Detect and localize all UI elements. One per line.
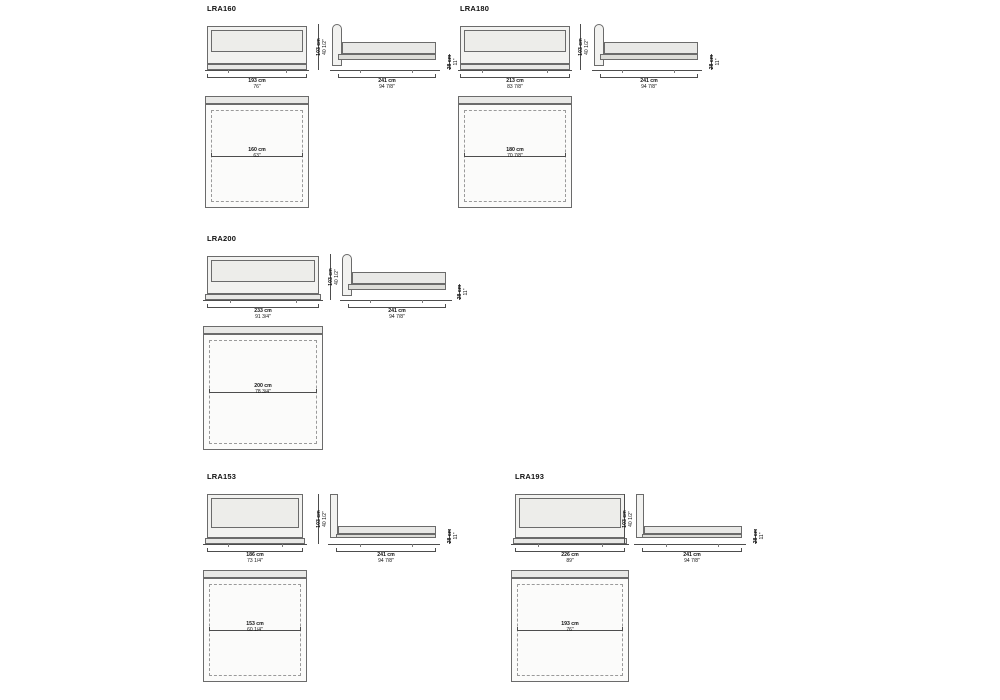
minor-tick	[360, 544, 361, 547]
side-length-dim: 241 cm 94 7/8"	[378, 78, 396, 90]
headboard-panel	[211, 260, 315, 282]
plan-edge	[205, 96, 309, 97]
ground-line	[340, 300, 452, 301]
mattress-side	[338, 526, 436, 534]
ground-line	[203, 544, 307, 545]
headboard-side	[330, 494, 338, 538]
front-width-dim: 193 cm 76"	[248, 78, 266, 90]
model-label-lra193: LRA193	[515, 472, 545, 481]
ground-line	[328, 544, 440, 545]
side-height-dim: 28 cm 11"	[447, 528, 459, 544]
mattress-side	[342, 42, 436, 54]
minor-tick	[412, 70, 413, 73]
side-height-dim: 28 cm 11"	[709, 54, 721, 70]
model-label-lra160: LRA160	[207, 4, 237, 13]
minor-tick	[296, 300, 297, 303]
minor-tick	[412, 544, 413, 547]
front-height-dim: 103 cm 40 1/2"	[316, 38, 328, 56]
mattress-side	[604, 42, 698, 54]
side-height-dim: 28 cm 11"	[447, 54, 459, 70]
ground-line	[634, 544, 746, 545]
headboard-plan	[203, 570, 307, 578]
minor-tick	[228, 70, 229, 73]
front-width-dim: 186 cm 73 1/4"	[246, 552, 264, 564]
side-height-dim: 28 cm 11"	[753, 528, 765, 544]
headboard-plan	[205, 96, 309, 104]
minor-tick	[360, 70, 361, 73]
minor-tick	[286, 70, 287, 73]
model-label-lra180: LRA180	[460, 4, 490, 13]
ground-line	[330, 70, 440, 71]
front-width-dim: 226 cm 89"	[561, 552, 579, 564]
plan-mattress-dim: 200 cm 78 3/4"	[254, 383, 272, 395]
base-side	[338, 54, 436, 60]
front-height-dim: 103 cm 40 1/2"	[622, 510, 634, 528]
minor-tick	[538, 544, 539, 547]
ground-line	[511, 544, 629, 545]
plan-mattress-dim: 153 cm 60 1/4"	[246, 621, 264, 633]
minor-tick	[370, 300, 371, 303]
ground-line	[205, 70, 309, 71]
ground-line	[592, 70, 702, 71]
base-side	[336, 534, 436, 538]
base-side	[642, 534, 742, 538]
ground-line	[203, 300, 323, 301]
side-length-dim: 241 cm 94 7/8"	[377, 552, 395, 564]
side-length-dim: 241 cm 94 7/8"	[388, 308, 406, 320]
side-length-dim: 241 cm 94 7/8"	[640, 78, 658, 90]
front-width-dim: 213 cm 83 7/8"	[506, 78, 524, 90]
headboard-plan	[203, 326, 323, 334]
headboard-panel	[519, 498, 621, 528]
minor-tick	[422, 300, 423, 303]
headboard-plan	[458, 96, 572, 104]
headboard-panel	[211, 498, 299, 528]
minor-tick	[666, 544, 667, 547]
model-label-lra153: LRA153	[207, 472, 237, 481]
front-width-dim: 233 cm 91 3/4"	[254, 308, 272, 320]
minor-tick	[622, 70, 623, 73]
minor-tick	[230, 300, 231, 303]
base-side	[600, 54, 698, 60]
front-height-dim: 103 cm 40 1/2"	[578, 38, 590, 56]
headboard-panel	[464, 30, 566, 52]
plan-mattress-dim: 160 cm 63"	[248, 147, 266, 159]
front-height-dim: 103 cm 40 1/2"	[328, 268, 340, 286]
plan-mattress-dim: 193 cm 76"	[561, 621, 579, 633]
minor-tick	[674, 70, 675, 73]
minor-tick	[282, 544, 283, 547]
mattress-side	[644, 526, 742, 534]
base-side	[348, 284, 446, 290]
headboard-side	[636, 494, 644, 538]
minor-tick	[482, 70, 483, 73]
front-height-dim: 103 cm 40 1/2"	[316, 510, 328, 528]
side-length-dim: 241 cm 94 7/8"	[683, 552, 701, 564]
model-label-lra200: LRA200	[207, 234, 237, 243]
minor-tick	[547, 70, 548, 73]
minor-tick	[602, 544, 603, 547]
plan-mattress-dim: 180 cm 70 7/8"	[506, 147, 524, 159]
headboard-plan	[511, 570, 629, 578]
ground-line	[458, 70, 572, 71]
minor-tick	[718, 544, 719, 547]
side-height-dim: 28 cm 11"	[457, 284, 469, 300]
minor-tick	[228, 544, 229, 547]
mattress-side	[352, 272, 446, 284]
headboard-panel	[211, 30, 303, 52]
